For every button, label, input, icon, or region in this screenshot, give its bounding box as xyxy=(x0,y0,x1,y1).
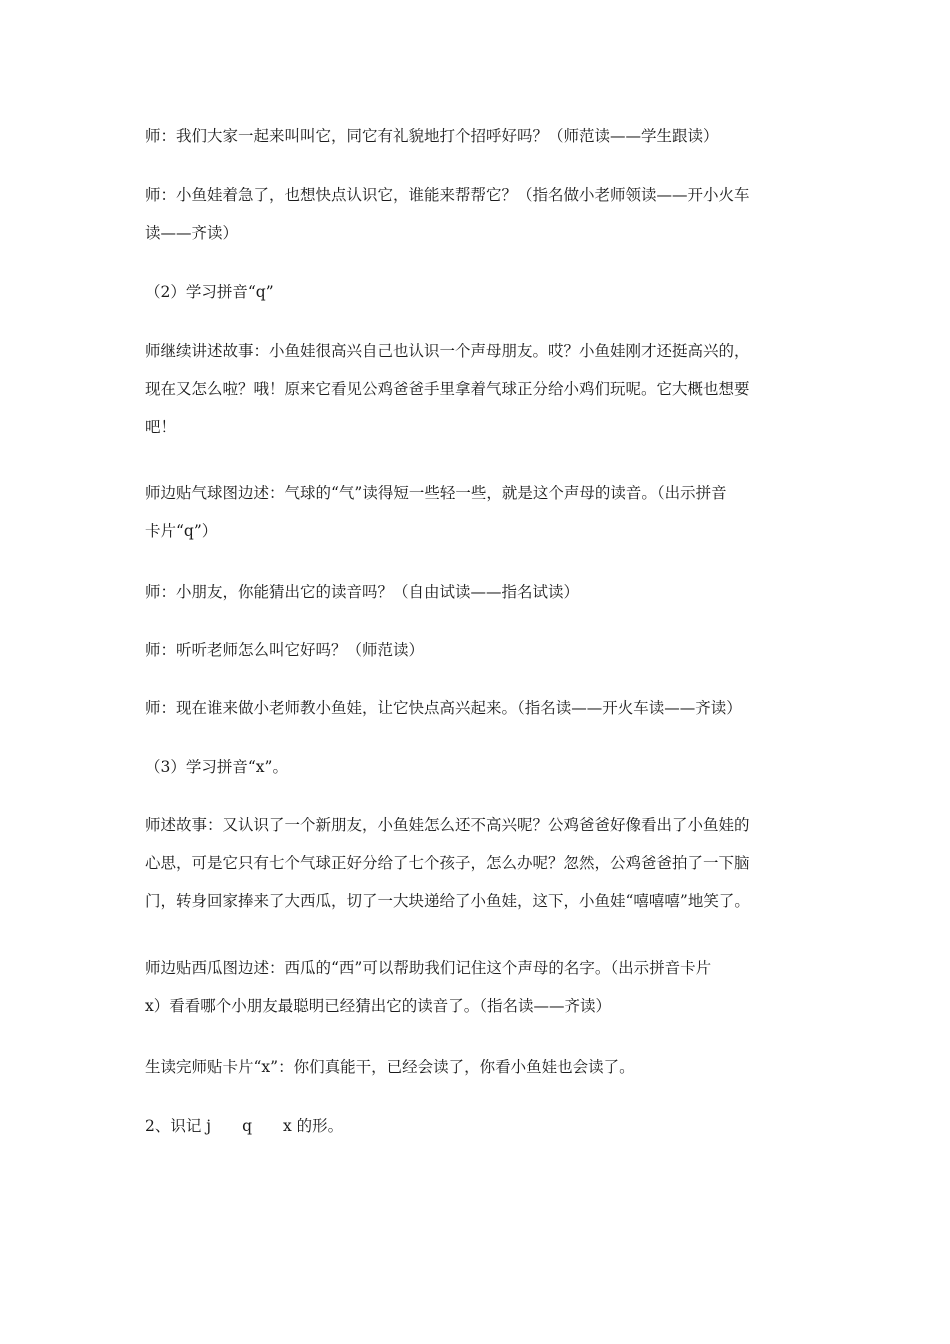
text-line: 师述故事：又认识了一个新朋友，小鱼娃怎么还不高兴呢？公鸡爸爸好像看出了小鱼娃的 xyxy=(145,816,750,834)
text-line: 读——齐读） xyxy=(145,224,239,242)
text-line: 师：现在谁来做小老师教小鱼娃，让它快点高兴起来。（指名读——开火车读——齐读） xyxy=(145,699,742,717)
paragraph-10 xyxy=(145,806,815,920)
text-line: 师边贴气球图边述：气球的“气”读得短一些轻一些，就是这个声母的读音。（出示拼音 xyxy=(145,484,727,502)
text-line: 现在又怎么啦？哦！原来它看见公鸡爸爸手里拿着气球正分给小鸡们玩呢。它大概也想要 xyxy=(145,380,750,398)
paragraph-1 xyxy=(145,117,815,155)
section-heading: 2、识记 j q x 的形。 xyxy=(145,1117,344,1135)
section-heading: （3）学习拼音“x”。 xyxy=(145,758,288,776)
text-line: 师：小鱼娃着急了，也想快点认识它，谁能来帮帮它？（指名做小老师领读——开小火车 xyxy=(145,186,750,204)
paragraph-9 xyxy=(145,748,815,786)
paragraph-12 xyxy=(145,1048,815,1086)
text-line: 吧！ xyxy=(145,418,177,436)
paragraph-5 xyxy=(145,474,815,550)
paragraph-13 xyxy=(145,1107,815,1145)
paragraph-3 xyxy=(145,273,815,311)
text-line: 师：小朋友，你能猜出它的读音吗？（自由试读——指名试读） xyxy=(145,583,580,601)
text-line: 门，转身回家捧来了大西瓜，切了一大块递给了小鱼娃，这下，小鱼娃“嘻嘻嘻”地笑了。 xyxy=(145,892,750,910)
section-heading: （2）学习拼音“q” xyxy=(145,283,274,301)
paragraph-11 xyxy=(145,949,815,1025)
text-line: 生读完师贴卡片“x”：你们真能干，已经会读了，你看小鱼娃也会读了。 xyxy=(145,1058,635,1076)
text-line: 师继续讲述故事：小鱼娃很高兴自己也认识一个声母朋友。哎？小鱼娃刚才还挺高兴的， xyxy=(145,342,750,360)
text-line: x）看看哪个小朋友最聪明已经猜出它的读音了。（指名读——齐读） xyxy=(145,997,611,1015)
text-line: 师：听听老师怎么叫它好吗？（师范读） xyxy=(145,641,425,659)
text-line: 师：我们大家一起来叫叫它，同它有礼貌地打个招呼好吗？（师范读——学生跟读） xyxy=(145,127,719,145)
paragraph-7 xyxy=(145,631,815,669)
paragraph-8 xyxy=(145,689,815,727)
text-line: 师边贴西瓜图边述：西瓜的“西”可以帮助我们记住这个声母的名字。（出示拼音卡片 xyxy=(145,959,712,977)
paragraph-2 xyxy=(145,176,815,252)
paragraph-4 xyxy=(145,332,815,446)
text-line: 心思，可是它只有七个气球正好分给了七个孩子，怎么办呢？忽然，公鸡爸爸拍了一下脑 xyxy=(145,854,750,872)
paragraph-6 xyxy=(145,573,815,611)
text-line: 卡片“q”） xyxy=(145,522,218,540)
